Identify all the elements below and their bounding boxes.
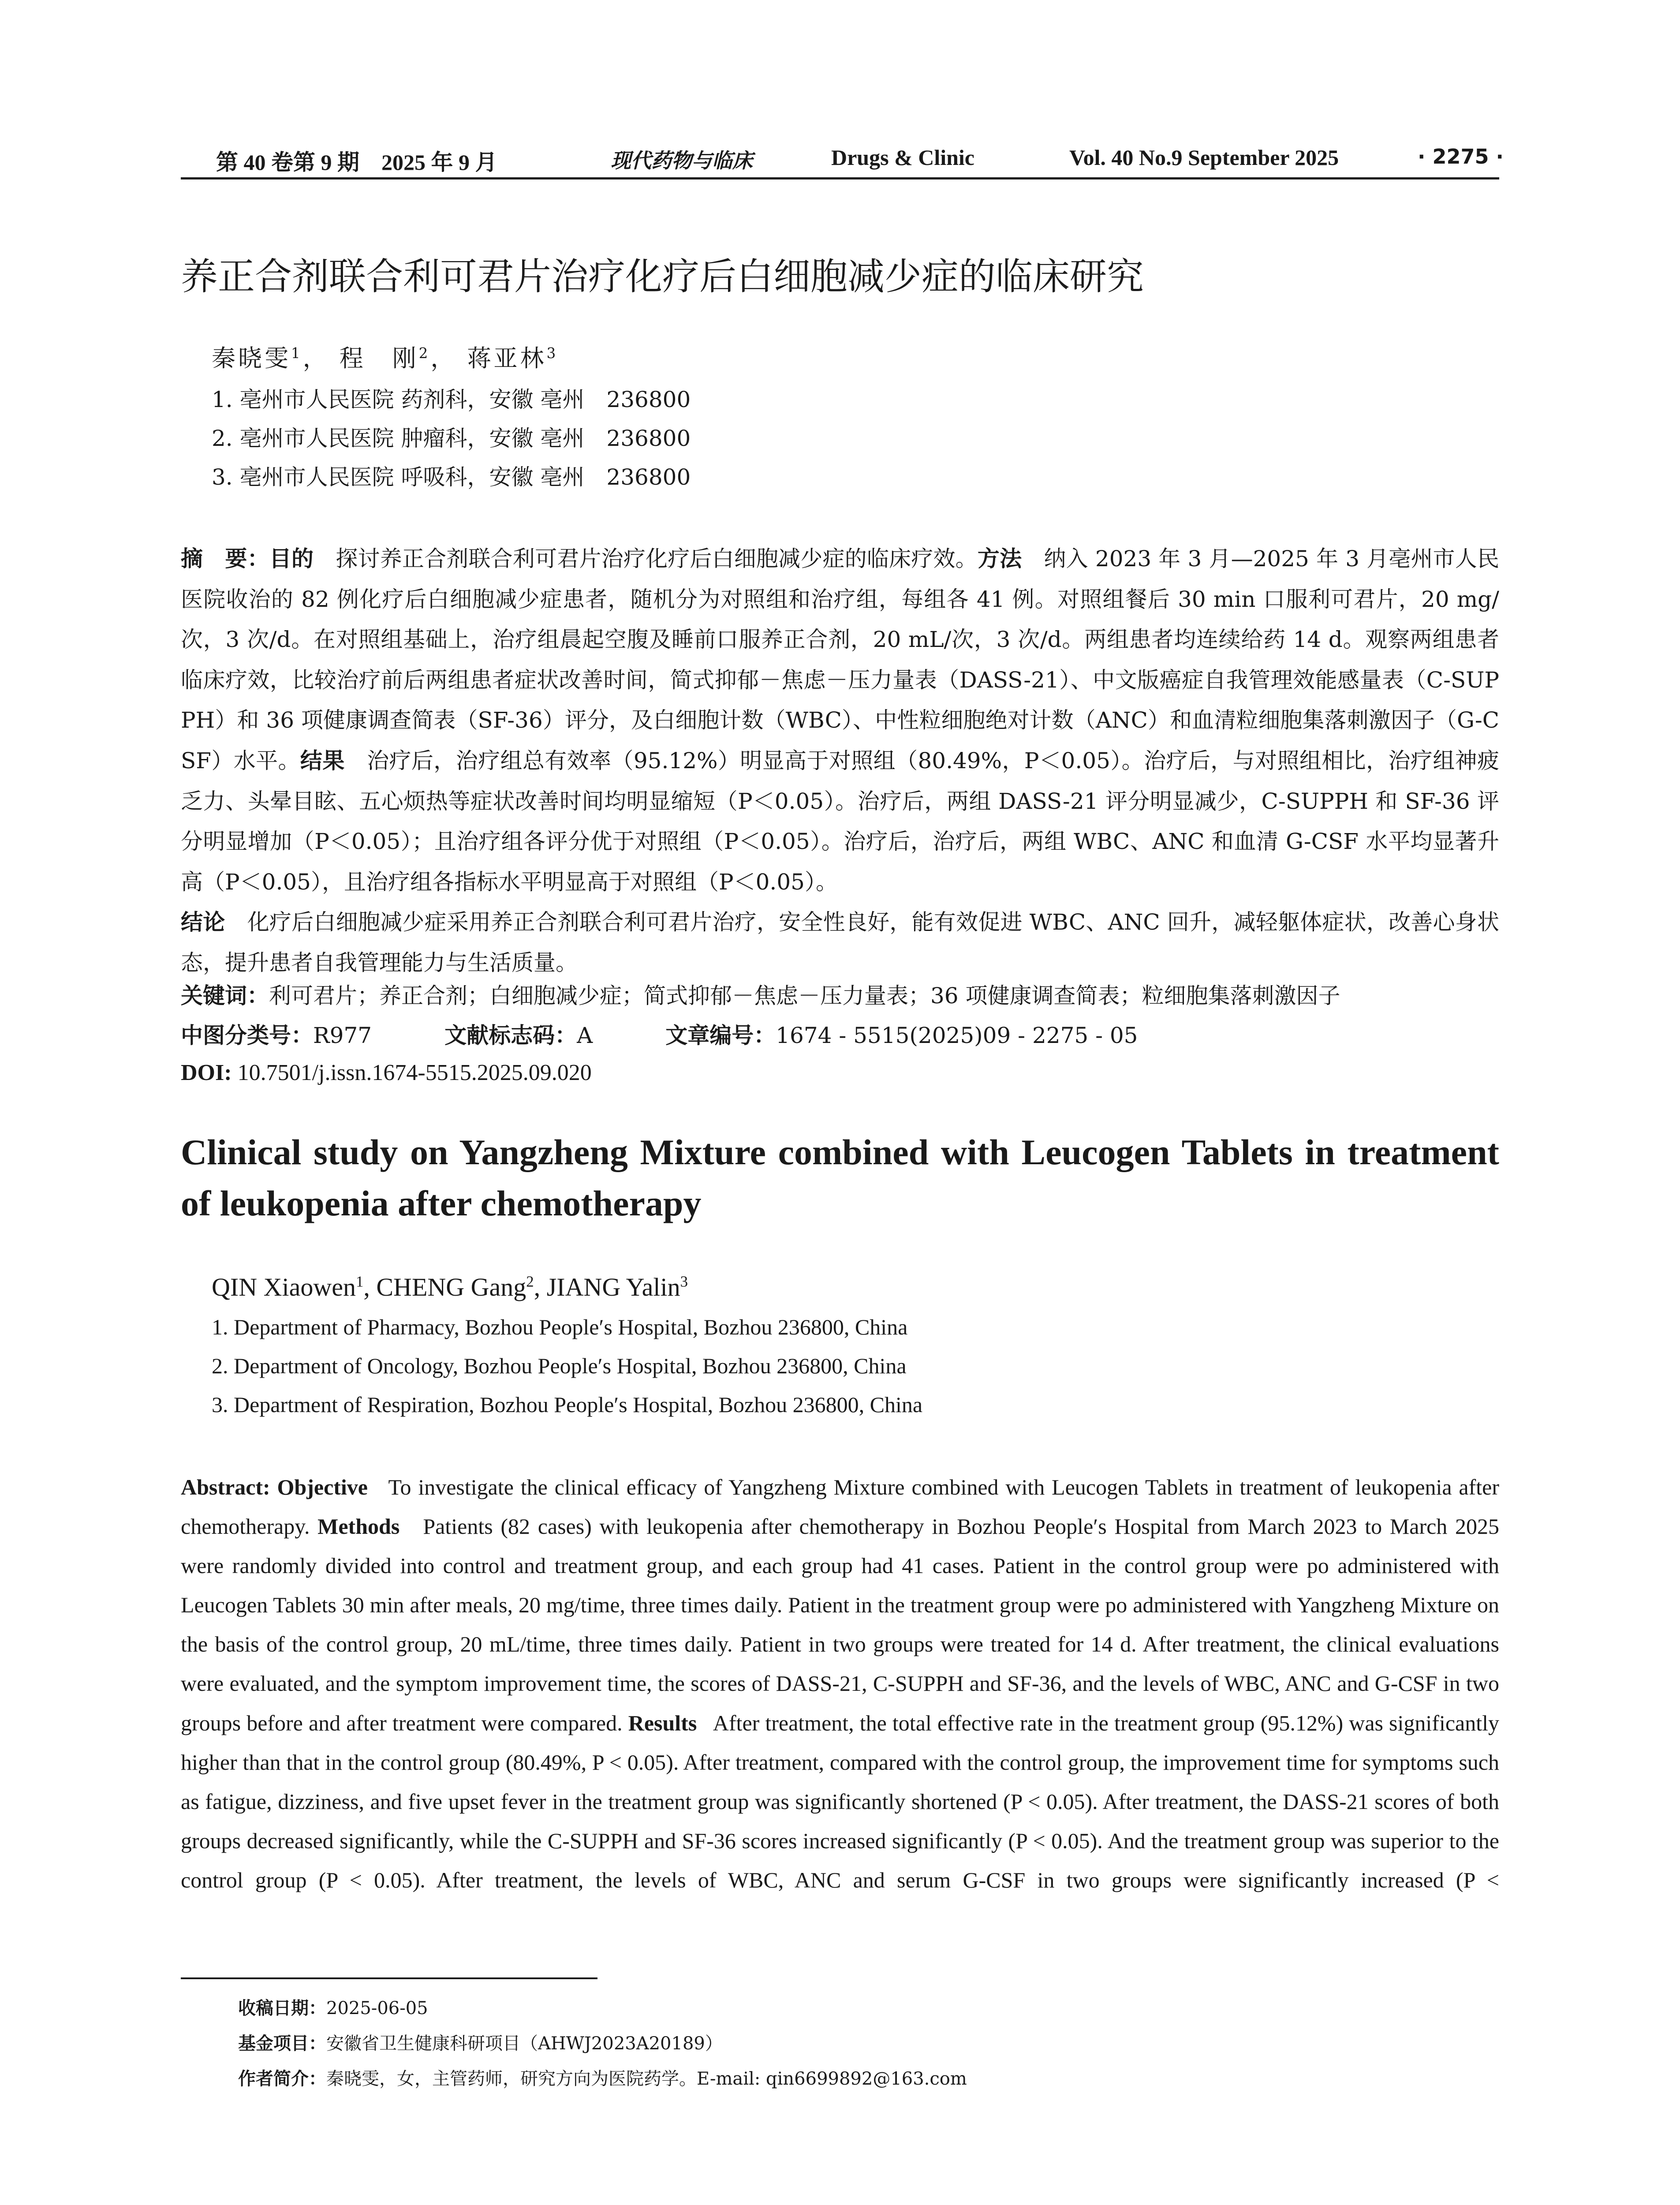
author-en: JIANG Yalin [546, 1273, 680, 1301]
footnote-label: 作者简介： [238, 2069, 326, 2089]
author-cn: 秦晓雯 [212, 344, 291, 372]
results-text: 治疗后，治疗组总有效率（95.12%）明显高于对照组（80.49%，P＜0.05）。治疗后，与对照组相比，治疗组神疲乏力、头晕目眩、五心烦热等症状改善时间均明显缩短（P＜0.05）。治疗后，两组 DASS-21 评分明显减少，C-SUPPH 和 SF-36 评分明显增加（P＜0.05）；且治疗组各评分优于对照组（P＜0.05）。治疗后，治疗后，两组 WBC、ANC 和血清 G-CSF 水平均显著升高（P＜0.05），且治疗组各指标水平明显高于对照组（P＜0.05）。 [181, 747, 1499, 895]
affiliation-en: 2. Department of Oncology, Bozhou People′s Hospital, Bozhou 236800, China [212, 1353, 907, 1378]
abstract-en [181, 1468, 1499, 1900]
conclusion-text: 化疗后白细胞减少症采用养正合剂联合利可君片治疗，安全性良好，能有效促进 WBC、ANC 回升，减轻躯体症状，改善心身状态，提升患者自我管理能力与生活质量。 [181, 909, 1500, 975]
header-volume-en: Vol. 40 No.9 September 2025 [1069, 145, 1339, 170]
author-separator: ， [302, 344, 329, 372]
objective-en-text: To investigate the clinical efficacy of Yangzheng Mixture combined with Leucogen Tablets in treatment of leukopenia after chemotherapy. [181, 1475, 1499, 1539]
classification-line [181, 1018, 1138, 1050]
author-sup: 1 [355, 1273, 364, 1290]
keywords-label: 关键词： [181, 983, 269, 1009]
affiliation-en: 1. Department of Pharmacy, Bozhou People′s Hospital, Bozhou 236800, China [212, 1315, 908, 1339]
author-sup: 3 [546, 345, 559, 362]
abstract-label: 摘 要： [181, 546, 269, 572]
doc-code-value: A [577, 1023, 593, 1048]
methods-en-label: Methods [317, 1514, 400, 1539]
footnote-label: 收稿日期： [238, 1998, 326, 2018]
footnote-text: 秦晓雯，女，主管药师，研究方向为医院药学。E-mail: qin6699892@163.com [326, 2069, 967, 2089]
clc-value: R977 [313, 1023, 372, 1048]
header-issue-cn: 第 40 卷第 9 期 2025 年 9 月 [216, 150, 497, 175]
affiliation-cn: 1. 亳州市人民医院 药剂科，安徽 亳州 236800 [212, 387, 691, 412]
author-en: CHENG Gang [376, 1273, 526, 1301]
doc-code-label: 文献标志码： [444, 1023, 577, 1048]
footnote-text: 2025-06-05 [326, 1998, 428, 2018]
author-separator: , [363, 1273, 377, 1301]
authors-cn [212, 340, 558, 374]
keywords-text: 利可君片；养正合剂；白细胞减少症；简式抑郁－焦虑－压力量表；36 项健康调查简表；粒细胞集落刺激因子 [269, 983, 1340, 1009]
doi-label: DOI: [181, 1060, 232, 1085]
objective-en-label: Objective [277, 1475, 368, 1499]
author-cn: 蒋亚林 [467, 344, 547, 372]
author-sup: 3 [680, 1273, 688, 1290]
footnote-funding [238, 2029, 723, 2055]
author-separator: , [534, 1273, 547, 1301]
footnote-author-bio [238, 2065, 967, 2090]
results-label: 结果 [300, 747, 345, 774]
objective-text: 探讨养正合剂联合利可君片治疗化疗后白细胞减少症的临床疗效。 [336, 546, 978, 572]
article-no-value: 1674 - 5515(2025)09 - 2275 - 05 [776, 1023, 1138, 1048]
results-en-label: Results [628, 1710, 697, 1735]
methods-label: 方法 [977, 546, 1022, 572]
methods-en-text: Patients (82 cases) with leukopenia after chemotherapy in Bozhou People′s Hospital from March 2023 to March 2025 were randomly divided into control and treatment group, and each group had 41 cases. Patient in the control group were po administered with Leucogen Tablets 30 min after meals, 20 mg/time, three times daily. Patient in the treatment group were po administered with Yangzheng Mixture on the basis of the control group, 20 mL/time, three times daily. Patient in two groups were treated for 14 d. After treatment, the clinical evaluations were evaluated, and the symptom improvement time, the scores of DASS-21, C-SUPPH and SF-36, and the levels of WBC, ANC and G-CSF in two groups before and after treatment were compared. [181, 1514, 1500, 1735]
author-separator: ， [430, 344, 457, 372]
footnote-divider [181, 1977, 597, 1979]
author-cn: 程 刚 [339, 344, 419, 372]
header-journal-en: Drugs & Clinic [831, 145, 974, 170]
footnote-label: 基金项目： [238, 2033, 326, 2054]
clc-label: 中图分类号： [181, 1023, 313, 1048]
title-en: Clinical study on Yangzheng Mixture combined with Leucogen Tablets in treatment of leukopenia after chemotherapy [181, 1132, 1499, 1223]
affiliation-en: 3. Department of Respiration, Bozhou People′s Hospital, Bozhou 236800, China [212, 1392, 923, 1417]
abstract-cn [181, 539, 1499, 983]
affiliation-cn: 2. 亳州市人民医院 肿瘤科，安徽 亳州 236800 [212, 426, 691, 451]
conclusion-label: 结论 [181, 909, 225, 935]
running-header [181, 142, 1504, 179]
authors-en [212, 1272, 688, 1302]
author-sup: 2 [418, 345, 431, 362]
footnote-text: 安徽省卫生健康科研项目（AHWJ2023A20189） [326, 2033, 723, 2054]
article-no-label: 文章编号： [665, 1023, 776, 1048]
methods-text: 纳入 2023 年 3 月—2025 年 3 月亳州市人民医院收治的 82 例化疗后白细胞减少症患者，随机分为对照组和治疗组，每组各 41 例。对照组餐后 30 min 口服利可君片，20 mg/次，3 次/d。在对照组基础上，治疗组晨起空腹及睡前口服养正合剂，20 mL/次，3 次/d。两组患者均连续给药 14 d。观察两组患者临床疗效，比较治疗前后两组患者症状改善时间，简式抑郁－焦虑－压力量表（DASS-21）、中文版癌症自我管理效能感量表（C-SUPPH）和 36 项健康调查简表（SF-36）评分，及白细胞计数（WBC）、中性粒细胞绝对计数（ANC）和血清粒细胞集落刺激因子（G-CSF）水平。 [181, 546, 1500, 774]
abstract-en-label: Abstract: [181, 1475, 270, 1499]
doi-value[interactable]: 10.7501/j.issn.1674-5515.2025.09.020 [231, 1060, 592, 1085]
author-sup: 1 [291, 345, 303, 362]
header-page-number: · 2275 · [1418, 145, 1504, 168]
affiliation-cn: 3. 亳州市人民医院 呼吸科，安徽 亳州 236800 [212, 464, 691, 490]
keywords-cn [181, 978, 1340, 1010]
results-en-text: After treatment, the total effective rate in the treatment group (95.12%) was significantly higher than that in the control group (80.49%, P < 0.05). After treatment, compared with the control group, the improvement time for symptoms such as fatigue, dizziness, and five upset fever in the treatment group was significantly shortened (P < 0.05). After treatment, the DASS-21 scores of both groups decreased significantly, while the C-SUPPH and SF-36 scores increased significantly (P < 0.05). And the treatment group was superior to the control group (P < 0.05). After treatment, the levels of WBC, ANC and serum G-CSF in two groups were significantly increased (P < [181, 1710, 1499, 1892]
doi-line [181, 1060, 592, 1086]
author-sup: 2 [526, 1273, 534, 1290]
footnote-received [238, 1994, 428, 2019]
objective-label: 目的 [269, 546, 314, 572]
title-cn: 养正合剂联合利可君片治疗化疗后白细胞减少症的临床研究 [181, 255, 1144, 298]
author-en: QIN Xiaowen [212, 1273, 356, 1301]
header-journal-cn: 现代药物与临床 [611, 149, 753, 172]
